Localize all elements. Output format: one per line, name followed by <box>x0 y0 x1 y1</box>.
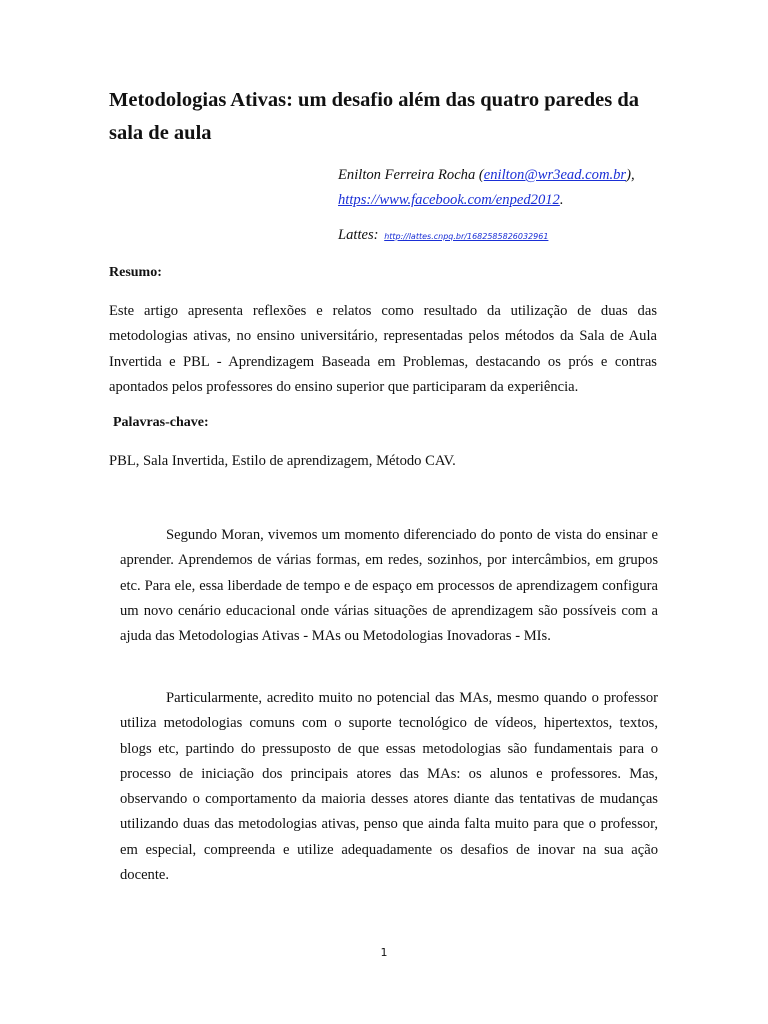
author-email-close: ), <box>626 167 635 183</box>
lattes-line <box>338 227 548 244</box>
facebook-period: . <box>559 192 564 208</box>
author-line <box>338 163 738 188</box>
keywords-heading: Palavras-chave: <box>113 415 209 430</box>
facebook-line <box>338 188 738 213</box>
author-name: Enilton Ferreira Rocha ( <box>338 167 484 183</box>
author-block <box>338 163 738 213</box>
keywords-text: PBL, Sala Invertida, Estilo de aprendizagem, Método CAV. <box>109 453 456 469</box>
paper-title: Metodologias Ativas: um desafio além das quatro paredes da sala de aula <box>109 89 639 144</box>
author-email-link[interactable]: enilton@wr3ead.com.br <box>483 167 627 183</box>
lattes-label: Lattes: <box>338 227 379 243</box>
page-number: 1 <box>380 946 388 959</box>
body-paragraph-2: Particularmente, acredito muito no potencial das MAs, mesmo quando o professor utiliza metodologias comuns com o suporte tecnológico de vídeos, hipertextos, textos, blogs etc, partindo do pressuposto de que essas metodologias são fundamentais para o processo de iniciação dos principais atores das MAs: os alunos e professores. Mas, observando o comportamento da maioria desses atores diante das tentativas de mudanças utilizando duas das metodologias ativas, penso que ainda falta muito para que o professor, em especial, compreenda e utilize adequadamente os desafios de inovar na sua ação docente. <box>120 690 658 884</box>
abstract-heading: Resumo: <box>109 265 162 280</box>
abstract-text: Este artigo apresenta reflexões e relatos como resultado da utilização de duas das metodologias ativas, no ensino universitário, representadas pelos métodos da Sala de Aula Invertida e PBL - Aprendizagem Baseada em Problemas, destacando os prós e contras apontados pelos professores do ensino superior que participaram da experiência. <box>109 303 657 395</box>
body-paragraph-1: Segundo Moran, vivemos um momento diferenciado do ponto de vista do ensinar e aprender. Aprendemos de várias formas, em redes, sozinhos, por intercâmbios, em grupos etc. Para ele, essa liberdade de tempo e de espaço em processos de aprendizagem configura um novo cenário educacional onde várias situações de aprendizagem são possíveis com a ajuda das Metodologias Ativas - MAs ou Metodologias Inovadoras - MIs. <box>120 527 658 645</box>
facebook-link[interactable]: https://www.facebook.com/enped2012 <box>338 192 560 208</box>
lattes-link[interactable]: http://lattes.cnpq.br/1682585826032961 <box>384 232 549 241</box>
